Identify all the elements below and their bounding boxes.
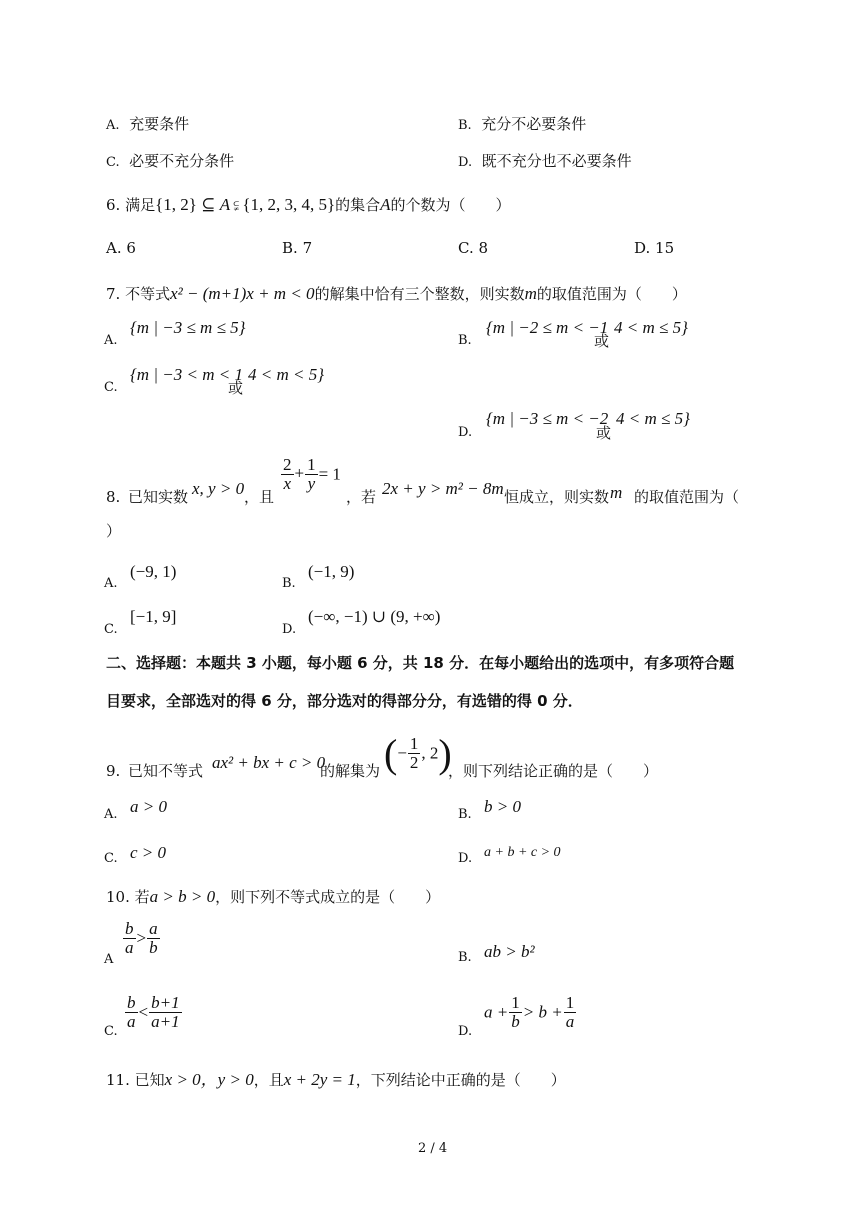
q7-option-c-key: C. bbox=[104, 380, 118, 395]
q11-cond2: x + 2y = 1 bbox=[283, 1070, 356, 1089]
q8-option-b-text: (−1, 9) bbox=[308, 562, 355, 581]
q8-mid2: ，若 bbox=[346, 488, 377, 506]
q7-option-b-or: 或 bbox=[594, 332, 610, 350]
section-two-heading-line1: 二、选择题：本题共 3 小题，每小题 6 分，共 18 分．在每小题给出的选项中，有多项符合题 bbox=[106, 654, 735, 672]
option-text: 15 bbox=[655, 239, 675, 257]
q11-pre: 已知 bbox=[134, 1071, 165, 1089]
q10-option-c-expr bbox=[124, 994, 183, 1031]
q9-option-a-key: A. bbox=[104, 807, 118, 822]
q10-pre: 若 bbox=[134, 888, 150, 906]
q8-option-b-key: B. bbox=[282, 576, 296, 591]
q8-post: 的取值范围为（ bbox=[634, 488, 740, 506]
q8-mid3: 恒成立，则实数 bbox=[504, 488, 610, 506]
equals: = 1 bbox=[318, 464, 341, 484]
q5-option-d bbox=[458, 152, 632, 172]
denominator: b bbox=[149, 938, 158, 957]
q9-num: 9. bbox=[106, 762, 121, 780]
q10-option-d-expr bbox=[484, 994, 577, 1031]
option-key: D. bbox=[634, 239, 651, 257]
q7-option-c-text: {m | −3 < m < 1 bbox=[130, 365, 243, 384]
q9-mid: 的解集为 bbox=[320, 762, 381, 780]
q6-mid: 的集合 bbox=[335, 196, 381, 214]
question-number: 10. bbox=[106, 888, 130, 906]
numerator: 1 bbox=[307, 455, 316, 474]
operator: < bbox=[138, 1002, 149, 1022]
plus-sign: + bbox=[294, 463, 305, 483]
numerator: a bbox=[149, 919, 158, 938]
q9-solution bbox=[384, 730, 452, 777]
denominator: a+1 bbox=[151, 1012, 180, 1031]
q10-option-c-key: C. bbox=[104, 1024, 118, 1039]
q11-stem bbox=[106, 1071, 566, 1089]
q8-pre: 已知实数 bbox=[128, 488, 189, 506]
option-text: 充分不必要条件 bbox=[481, 115, 587, 133]
q9-option-b-text: b > 0 bbox=[484, 797, 521, 816]
q8-option-a-key: A. bbox=[104, 576, 118, 591]
q9-pre: 已知不等式 bbox=[128, 762, 204, 780]
q8-num: 8. bbox=[106, 488, 121, 506]
numerator: 1 bbox=[565, 993, 575, 1012]
option-key: A. bbox=[106, 118, 120, 133]
q5-option-c bbox=[106, 152, 234, 172]
q8-mid1: ，且 bbox=[244, 488, 275, 506]
q7-option-a-text: {m | −3 ≤ m ≤ 5} bbox=[130, 318, 246, 337]
q6-option-a bbox=[106, 239, 136, 257]
q9-option-c-key: C. bbox=[104, 851, 118, 866]
q8-cond1: x, y > 0 bbox=[192, 479, 245, 498]
q6-stem bbox=[106, 196, 511, 215]
numerator: 2 bbox=[283, 455, 292, 474]
q7-option-d-key: D. bbox=[458, 425, 473, 440]
numerator: 1 bbox=[409, 734, 419, 753]
q9-option-c-text: c > 0 bbox=[130, 843, 167, 862]
d-mid: > b + bbox=[522, 1002, 563, 1022]
option-text: 6 bbox=[126, 239, 136, 257]
q6-var: A bbox=[219, 195, 231, 214]
q7-option-d-or: 或 bbox=[596, 424, 612, 442]
option-text: 充要条件 bbox=[129, 115, 190, 133]
q6-set1: {1, 2} ⊆ bbox=[155, 195, 220, 214]
d-pre: a + bbox=[484, 1002, 509, 1022]
denominator: a bbox=[127, 1012, 136, 1031]
q5-option-b bbox=[458, 115, 586, 135]
option-text: 既不充分也不必要条件 bbox=[481, 152, 632, 170]
q6-set2: {1, 2, 3, 4, 5} bbox=[242, 195, 336, 214]
q6-option-c bbox=[458, 239, 488, 257]
q7-post: 的取值范围为（ ） bbox=[536, 285, 687, 303]
option-key: C. bbox=[106, 155, 120, 170]
q7-option-c-text2: 4 < m < 5} bbox=[248, 365, 325, 384]
q9-expr: ax² + bx + c > 0 bbox=[212, 753, 326, 772]
numerator: 1 bbox=[511, 993, 520, 1012]
solution-rest: , 2 bbox=[421, 743, 439, 763]
denominator: b bbox=[511, 1012, 520, 1031]
q7-option-d-text: {m | −3 ≤ m < −2 bbox=[486, 409, 609, 428]
denominator: y bbox=[307, 474, 316, 493]
q6-option-d bbox=[634, 239, 674, 257]
option-text: 必要不充分条件 bbox=[129, 152, 235, 170]
denominator: a bbox=[565, 1012, 575, 1031]
denominator: 2 bbox=[409, 753, 419, 772]
q10-option-b-text: ab > b² bbox=[484, 942, 535, 961]
option-key: A. bbox=[106, 239, 122, 257]
q7-pre: 不等式 bbox=[125, 285, 171, 303]
q7-option-b-key: B. bbox=[458, 333, 472, 348]
minus-sign: − bbox=[397, 743, 407, 763]
option-text: 8 bbox=[478, 239, 489, 257]
q7-option-b-text2: 4 < m ≤ 5} bbox=[614, 318, 688, 337]
q6-rel: ⫋ bbox=[230, 198, 243, 213]
q10-cond: a > b > 0 bbox=[149, 887, 216, 906]
q6-pre: 满足 bbox=[125, 196, 156, 214]
q10-option-d-key: D. bbox=[458, 1024, 473, 1039]
right-paren: ) bbox=[438, 731, 452, 776]
question-number: 11. bbox=[106, 1071, 130, 1089]
q8-option-a-text: (−9, 1) bbox=[130, 562, 177, 581]
q9-option-a-text: a > 0 bbox=[130, 797, 167, 816]
denominator: a bbox=[125, 938, 134, 957]
q10-stem bbox=[106, 888, 440, 906]
left-paren: ( bbox=[384, 731, 398, 776]
question-number: 6. bbox=[106, 196, 121, 214]
q10-option-a-expr bbox=[122, 920, 161, 957]
q11-cond1: x > 0，y > 0 bbox=[164, 1070, 254, 1089]
q9-post: ，则下列结论正确的是（ ） bbox=[448, 762, 659, 780]
q5-option-a bbox=[106, 115, 189, 135]
q7-option-b-text: {m | −2 ≤ m < −1 bbox=[486, 318, 609, 337]
q6-var2: A bbox=[380, 195, 391, 214]
option-text: 7 bbox=[302, 239, 313, 257]
q11-post: ，下列结论中正确的是（ ） bbox=[355, 1071, 566, 1089]
numerator: b bbox=[127, 993, 136, 1012]
option-key: D. bbox=[458, 155, 473, 170]
q7-stem bbox=[106, 285, 687, 303]
option-key: C. bbox=[458, 239, 474, 257]
q10-post: ，则下列不等式成立的是（ ） bbox=[215, 888, 441, 906]
q9-option-d-text: a + b + c > 0 bbox=[484, 845, 561, 860]
q8-option-d-key: D. bbox=[282, 622, 297, 637]
numerator: b bbox=[125, 919, 134, 938]
operator: > bbox=[136, 928, 147, 948]
numerator: b+1 bbox=[151, 993, 180, 1012]
q8-option-d-text: (−∞, −1) ∪ (9, +∞) bbox=[308, 607, 441, 626]
q8-option-c-text: [−1, 9] bbox=[130, 607, 177, 626]
q6-post: 的个数为（ ） bbox=[390, 196, 511, 214]
q8-ineq: 2x + y > m² − 8m bbox=[382, 479, 504, 498]
q10-option-a-key: A bbox=[104, 952, 114, 967]
q8-fraction-1 bbox=[280, 456, 341, 493]
q7-var: m bbox=[524, 284, 537, 303]
denominator: x bbox=[283, 474, 292, 493]
q6-option-b bbox=[282, 239, 312, 257]
page-number: 2 / 4 bbox=[418, 1141, 448, 1156]
section-two-heading-line2: 目要求，全部选对的得 6 分，部分选对的得部分分，有选错的得 0 分． bbox=[106, 692, 583, 710]
q7-mid: 的解集中恰有三个整数，则实数 bbox=[314, 285, 525, 303]
q7-option-c-or: 或 bbox=[228, 379, 244, 397]
q9-option-b-key: B. bbox=[458, 807, 472, 822]
q8-wrap: ） bbox=[106, 522, 122, 540]
q7-expr: x² − (m+1)x + m < 0 bbox=[170, 284, 315, 303]
q8-option-c-key: C. bbox=[104, 622, 118, 637]
q10-option-b-key: B. bbox=[458, 950, 472, 965]
q8-var: m bbox=[610, 483, 623, 502]
option-key: B. bbox=[282, 239, 298, 257]
q7-option-a-key: A. bbox=[104, 333, 118, 348]
q7-option-d-text2: 4 < m ≤ 5} bbox=[616, 409, 690, 428]
question-number: 7. bbox=[106, 285, 121, 303]
q11-mid: ，且 bbox=[253, 1071, 284, 1089]
q9-option-d-key: D. bbox=[458, 851, 473, 866]
option-key: B. bbox=[458, 118, 472, 133]
